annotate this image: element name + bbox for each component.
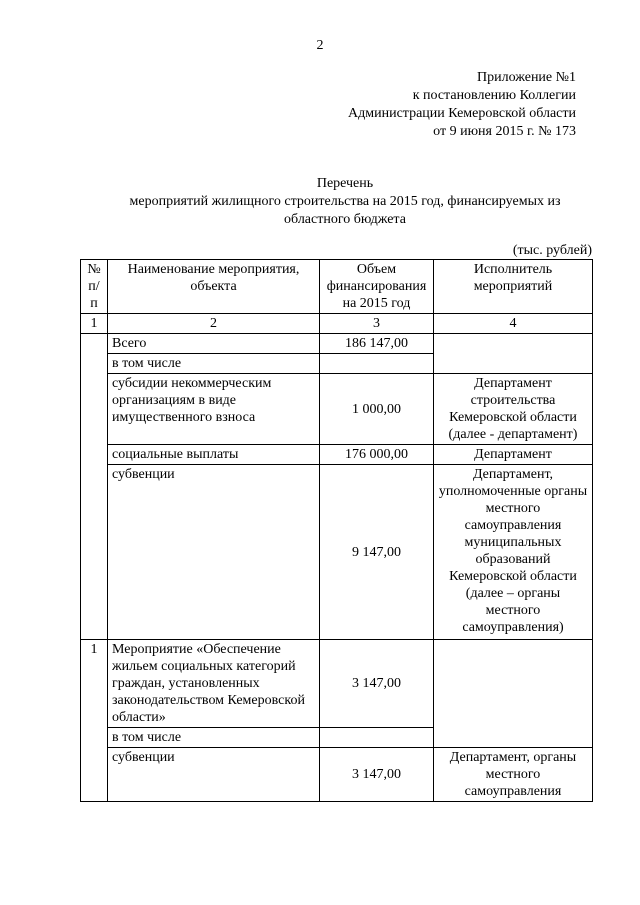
row-num-measure1: 1 (81, 640, 108, 802)
col-number-3: 3 (320, 314, 434, 334)
appendix-block (330, 69, 576, 141)
row-executor-social: Департамент (434, 445, 593, 465)
col-number-4: 4 (434, 314, 593, 334)
appendix-line-1: Приложение №1 (477, 70, 576, 85)
title-line-1: Перечень (316, 176, 374, 191)
row-amount-social: 176 000,00 (320, 445, 434, 465)
table-row (81, 465, 593, 640)
header-num: № п/п (81, 260, 108, 314)
title-line-2: мероприятий жилищного строительства на 2015 год, финансируемых из (129, 194, 561, 209)
row-amount-subventions-2: 3 147,00 (320, 748, 434, 802)
column-numbers-row (81, 314, 593, 334)
table-row (81, 334, 593, 354)
row-amount-subventions: 9 147,00 (320, 465, 434, 640)
header-executor: Исполнитель мероприятий (434, 260, 593, 314)
row-num-empty (81, 334, 108, 640)
row-executor-subventions-2: Департамент, органы местного самоуправления (434, 748, 593, 802)
title-line-3: областного бюджета (284, 212, 406, 227)
row-amount-measure1: 3 147,00 (320, 640, 434, 728)
row-name-including-2: в том числе (108, 728, 320, 748)
row-name-subventions: субвенции (108, 465, 320, 640)
row-name-subsidies: субсидии некоммерческим организациям в виде имущественного взноса (108, 374, 320, 445)
table-row (81, 374, 593, 445)
row-name-subventions-2: субвенции (108, 748, 320, 802)
table-row (81, 445, 593, 465)
row-executor-subsidies: Департамент строительства Кемеровской области (далее - департамент) (434, 374, 593, 445)
table-row (81, 640, 593, 728)
row-amount-empty (320, 354, 434, 374)
row-amount-total: 186 147,00 (320, 334, 434, 354)
row-name-social: социальные выплаты (108, 445, 320, 465)
col-number-2: 2 (108, 314, 320, 334)
row-amount-subsidies: 1 000,00 (320, 374, 434, 445)
row-name-total: Всего (108, 334, 320, 354)
table-header-row (81, 260, 593, 314)
row-name-including: в том числе (108, 354, 320, 374)
row-executor-empty (434, 334, 593, 374)
appendix-line-3: Администрации Кемеровской области (348, 106, 576, 121)
header-name: Наименование мероприятия, объекта (108, 260, 320, 314)
row-executor-empty-2 (434, 640, 593, 748)
unit-label: (тыс. рублей) (512, 243, 592, 258)
measures-table (80, 259, 593, 802)
appendix-line-2: к постановлению Коллегии (412, 88, 576, 103)
row-executor-subventions: Департамент, уполномоченные органы местного самоуправления муниципальных образований Кемеровской области (далее – органы местного самоуправления) (434, 465, 593, 640)
document-title (95, 175, 595, 229)
header-amount: Объем финансирования на 2015 год (320, 260, 434, 314)
row-amount-empty-2 (320, 728, 434, 748)
appendix-line-4: от 9 июня 2015 г. № 173 (433, 124, 576, 139)
page-number: 2 (316, 38, 324, 53)
row-name-measure1: Мероприятие «Обеспечение жильем социальных категорий граждан, установленных законодательством Кемеровской области» (108, 640, 320, 728)
col-number-1: 1 (81, 314, 108, 334)
table-row (81, 748, 593, 802)
